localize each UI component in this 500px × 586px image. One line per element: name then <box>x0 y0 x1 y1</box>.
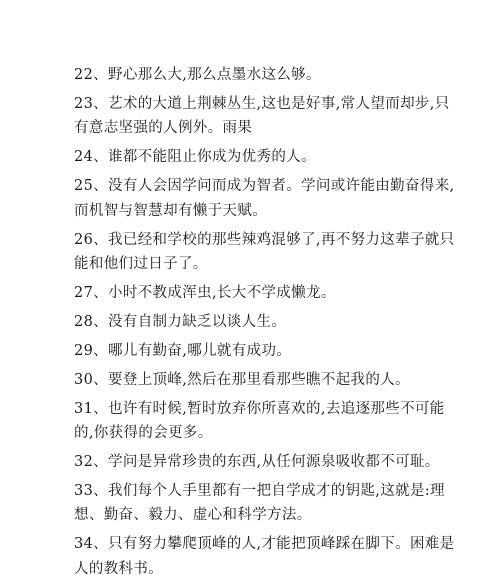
quote-line: 28、没有自制力缺乏以谈人生。 <box>74 313 287 330</box>
quote-line: 23、艺术的大道上荆棘丛生,这也是好事,常人望而却步,只 <box>74 95 450 112</box>
quote-line: 29、哪儿有勤奋,哪儿就有成功。 <box>74 342 292 359</box>
quote-item <box>74 532 455 581</box>
quote-line: 24、谁都不能阻止你成为优秀的人。 <box>74 149 316 166</box>
quote-line: 能和他们过日子了。 <box>74 255 208 272</box>
quote-item <box>74 479 445 528</box>
quote-line: 25、没有人会因学问而成为智者。学问或许能由勤奋得来, <box>74 178 455 195</box>
quote-item <box>74 339 434 363</box>
quote-line: 30、要登上顶峰,然后在那里看那些瞧不起我的人。 <box>74 371 410 388</box>
quote-list <box>74 63 455 586</box>
quote-item <box>74 397 445 446</box>
quote-line: 31、也许有时候,暂时放弃你所喜欢的,去追逐那些不可能 <box>74 400 445 417</box>
quote-line: 34、只有努力攀爬顶峰的人,才能把顶峰踩在脚下。困难是 <box>74 536 455 553</box>
quote-item <box>74 310 434 334</box>
quote-line: 人的教科书。 <box>74 560 164 577</box>
quote-line: 33、我们每个人手里都有一把自学成才的钥匙,这就是:理 <box>74 483 445 500</box>
quote-item <box>74 281 434 305</box>
quote-line: 32、学问是异常珍贵的东西,从任何源泉吸收都不可耻。 <box>74 454 440 471</box>
quote-item <box>74 63 434 87</box>
quote-item <box>74 450 440 474</box>
quote-line: 27、小时不教成浑虫,长大不学成懒龙。 <box>74 284 336 301</box>
quote-line: 26、我已经和学校的那些辣鸡混够了,再不努力这辈子就只 <box>74 231 455 248</box>
quote-line: 22、野心那么大,那么点墨水这么够。 <box>74 67 321 83</box>
quote-line: 有意志坚强的人例外。雨果 <box>74 120 253 137</box>
quote-line: 想、勤奋、毅力、虚心和科学方法。 <box>74 507 312 524</box>
quote-item <box>74 228 455 277</box>
quote-item <box>74 174 455 223</box>
quote-line: 而机智与智慧却有懒于天赋。 <box>74 202 268 219</box>
quote-item <box>74 145 434 169</box>
quote-item <box>74 368 434 392</box>
quote-line: 的,你获得的会更多。 <box>74 425 213 442</box>
quote-item <box>74 92 450 141</box>
